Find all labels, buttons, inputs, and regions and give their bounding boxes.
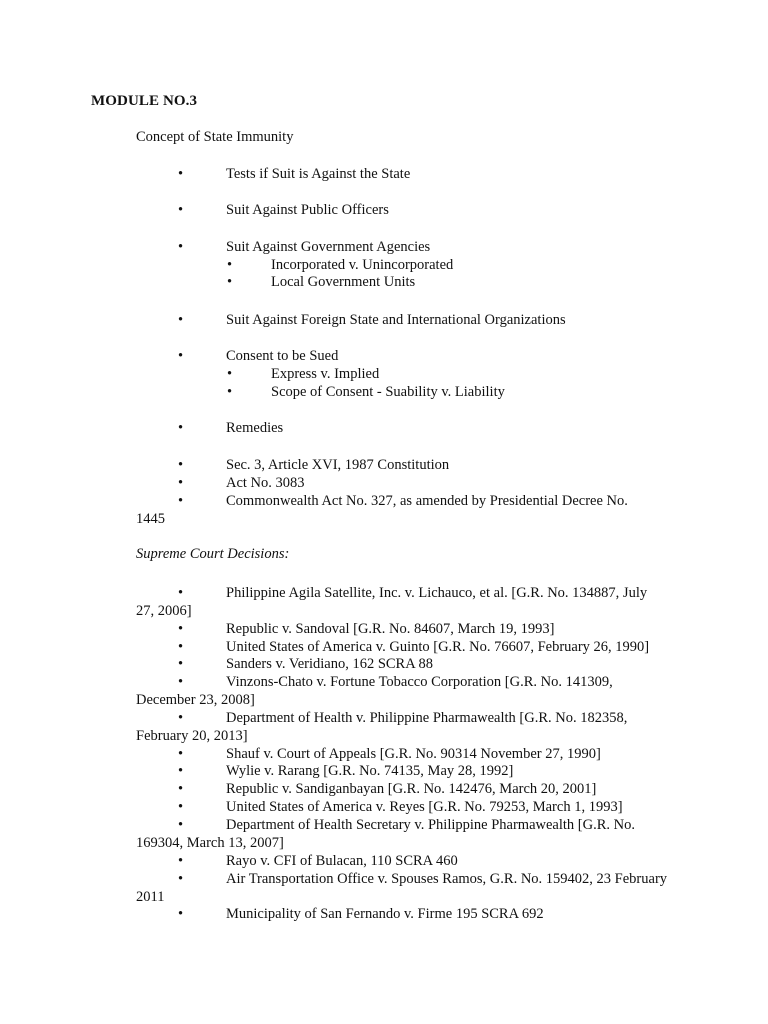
law-label: Sec. 3, Article XVI, 1987 Constitution [226,457,450,473]
bullet: • [178,656,184,672]
decision-label: Wylie v. Rarang [G.R. No. 74135, May 28, 1992] [226,763,514,779]
bullet: • [178,621,184,637]
topic-label: Consent to be Sued [226,348,339,364]
bullet: • [178,475,184,491]
subtopic-label: Incorporated v. Unincorporated [271,257,454,273]
bullet: • [178,674,184,690]
section-heading: Concept of State Immunity [136,129,294,145]
decision-label: Shauf v. Court of Appeals [G.R. No. 90314 November 27, 1990] [226,746,601,762]
bullet: • [178,906,184,922]
topic-label: Suit Against Government Agencies [226,239,431,255]
bullet: • [178,710,184,726]
bullet: • [178,420,184,436]
subtopic-label: Scope of Consent - Suability v. Liability [271,384,505,400]
bullet: • [178,817,184,833]
module-title: MODULE NO.3 [91,93,198,109]
law-label: Act No. 3083 [226,475,305,491]
bullet: • [227,384,233,400]
bullet: • [178,781,184,797]
bullet: • [178,457,184,473]
bullet: • [178,166,184,182]
bullet: • [178,312,184,328]
decisions-heading: Supreme Court Decisions: [136,546,290,562]
decision-label: Philippine Agila Satellite, Inc. v. Lichauco, et al. [G.R. No. 134887, July 27, 2006] [136,585,648,619]
law-label: Commonwealth Act No. 327, as amended by Presidential Decree No. 1445 [136,493,628,527]
bullet: • [227,274,233,290]
topic-label: Suit Against Public Officers [226,202,389,218]
decision-label: Department of Health Secretary v. Philippine Pharmawealth [G.R. No. 169304, March 13, 2007] [136,817,635,851]
decision-label: Air Transportation Office v. Spouses Ramos, G.R. No. 159402, 23 February 2011 [136,871,668,905]
subtopic-label: Express v. Implied [271,366,380,382]
decision-label: Department of Health v. Philippine Pharmawealth [G.R. No. 182358, February 20, 2013] [136,710,628,744]
decision-label: Vinzons-Chato v. Fortune Tobacco Corporation [G.R. No. 141309, December 23, 2008] [136,674,613,708]
decision-label: Rayo v. CFI of Bulacan, 110 SCRA 460 [226,853,458,869]
topic-label: Tests if Suit is Against the State [226,166,411,182]
subtopic-label: Local Government Units [271,274,416,290]
bullet: • [178,493,184,509]
bullet: • [178,585,184,601]
bullet: • [178,799,184,815]
topic-label: Suit Against Foreign State and International Organizations [226,312,566,328]
decision-label: Republic v. Sandiganbayan [G.R. No. 142476, March 20, 2001] [226,781,597,797]
bullet: • [178,871,184,887]
bullet: • [178,639,184,655]
bullet: • [178,348,184,364]
decision-label: United States of America v. Guinto [G.R. No. 76607, February 26, 1990] [226,639,650,655]
decision-label: Municipality of San Fernando v. Firme 195 SCRA 692 [226,906,544,922]
decision-label: Republic v. Sandoval [G.R. No. 84607, March 19, 1993] [226,621,555,637]
topic-label: Remedies [226,420,284,436]
bullet: • [227,257,233,273]
bullet: • [178,202,184,218]
bullet: • [178,746,184,762]
bullet: • [178,239,184,255]
bullet: • [227,366,233,382]
bullet: • [178,763,184,779]
bullet: • [178,853,184,869]
decision-label: United States of America v. Reyes [G.R. No. 79253, March 1, 1993] [226,799,623,815]
decision-label: Sanders v. Veridiano, 162 SCRA 88 [226,656,434,672]
